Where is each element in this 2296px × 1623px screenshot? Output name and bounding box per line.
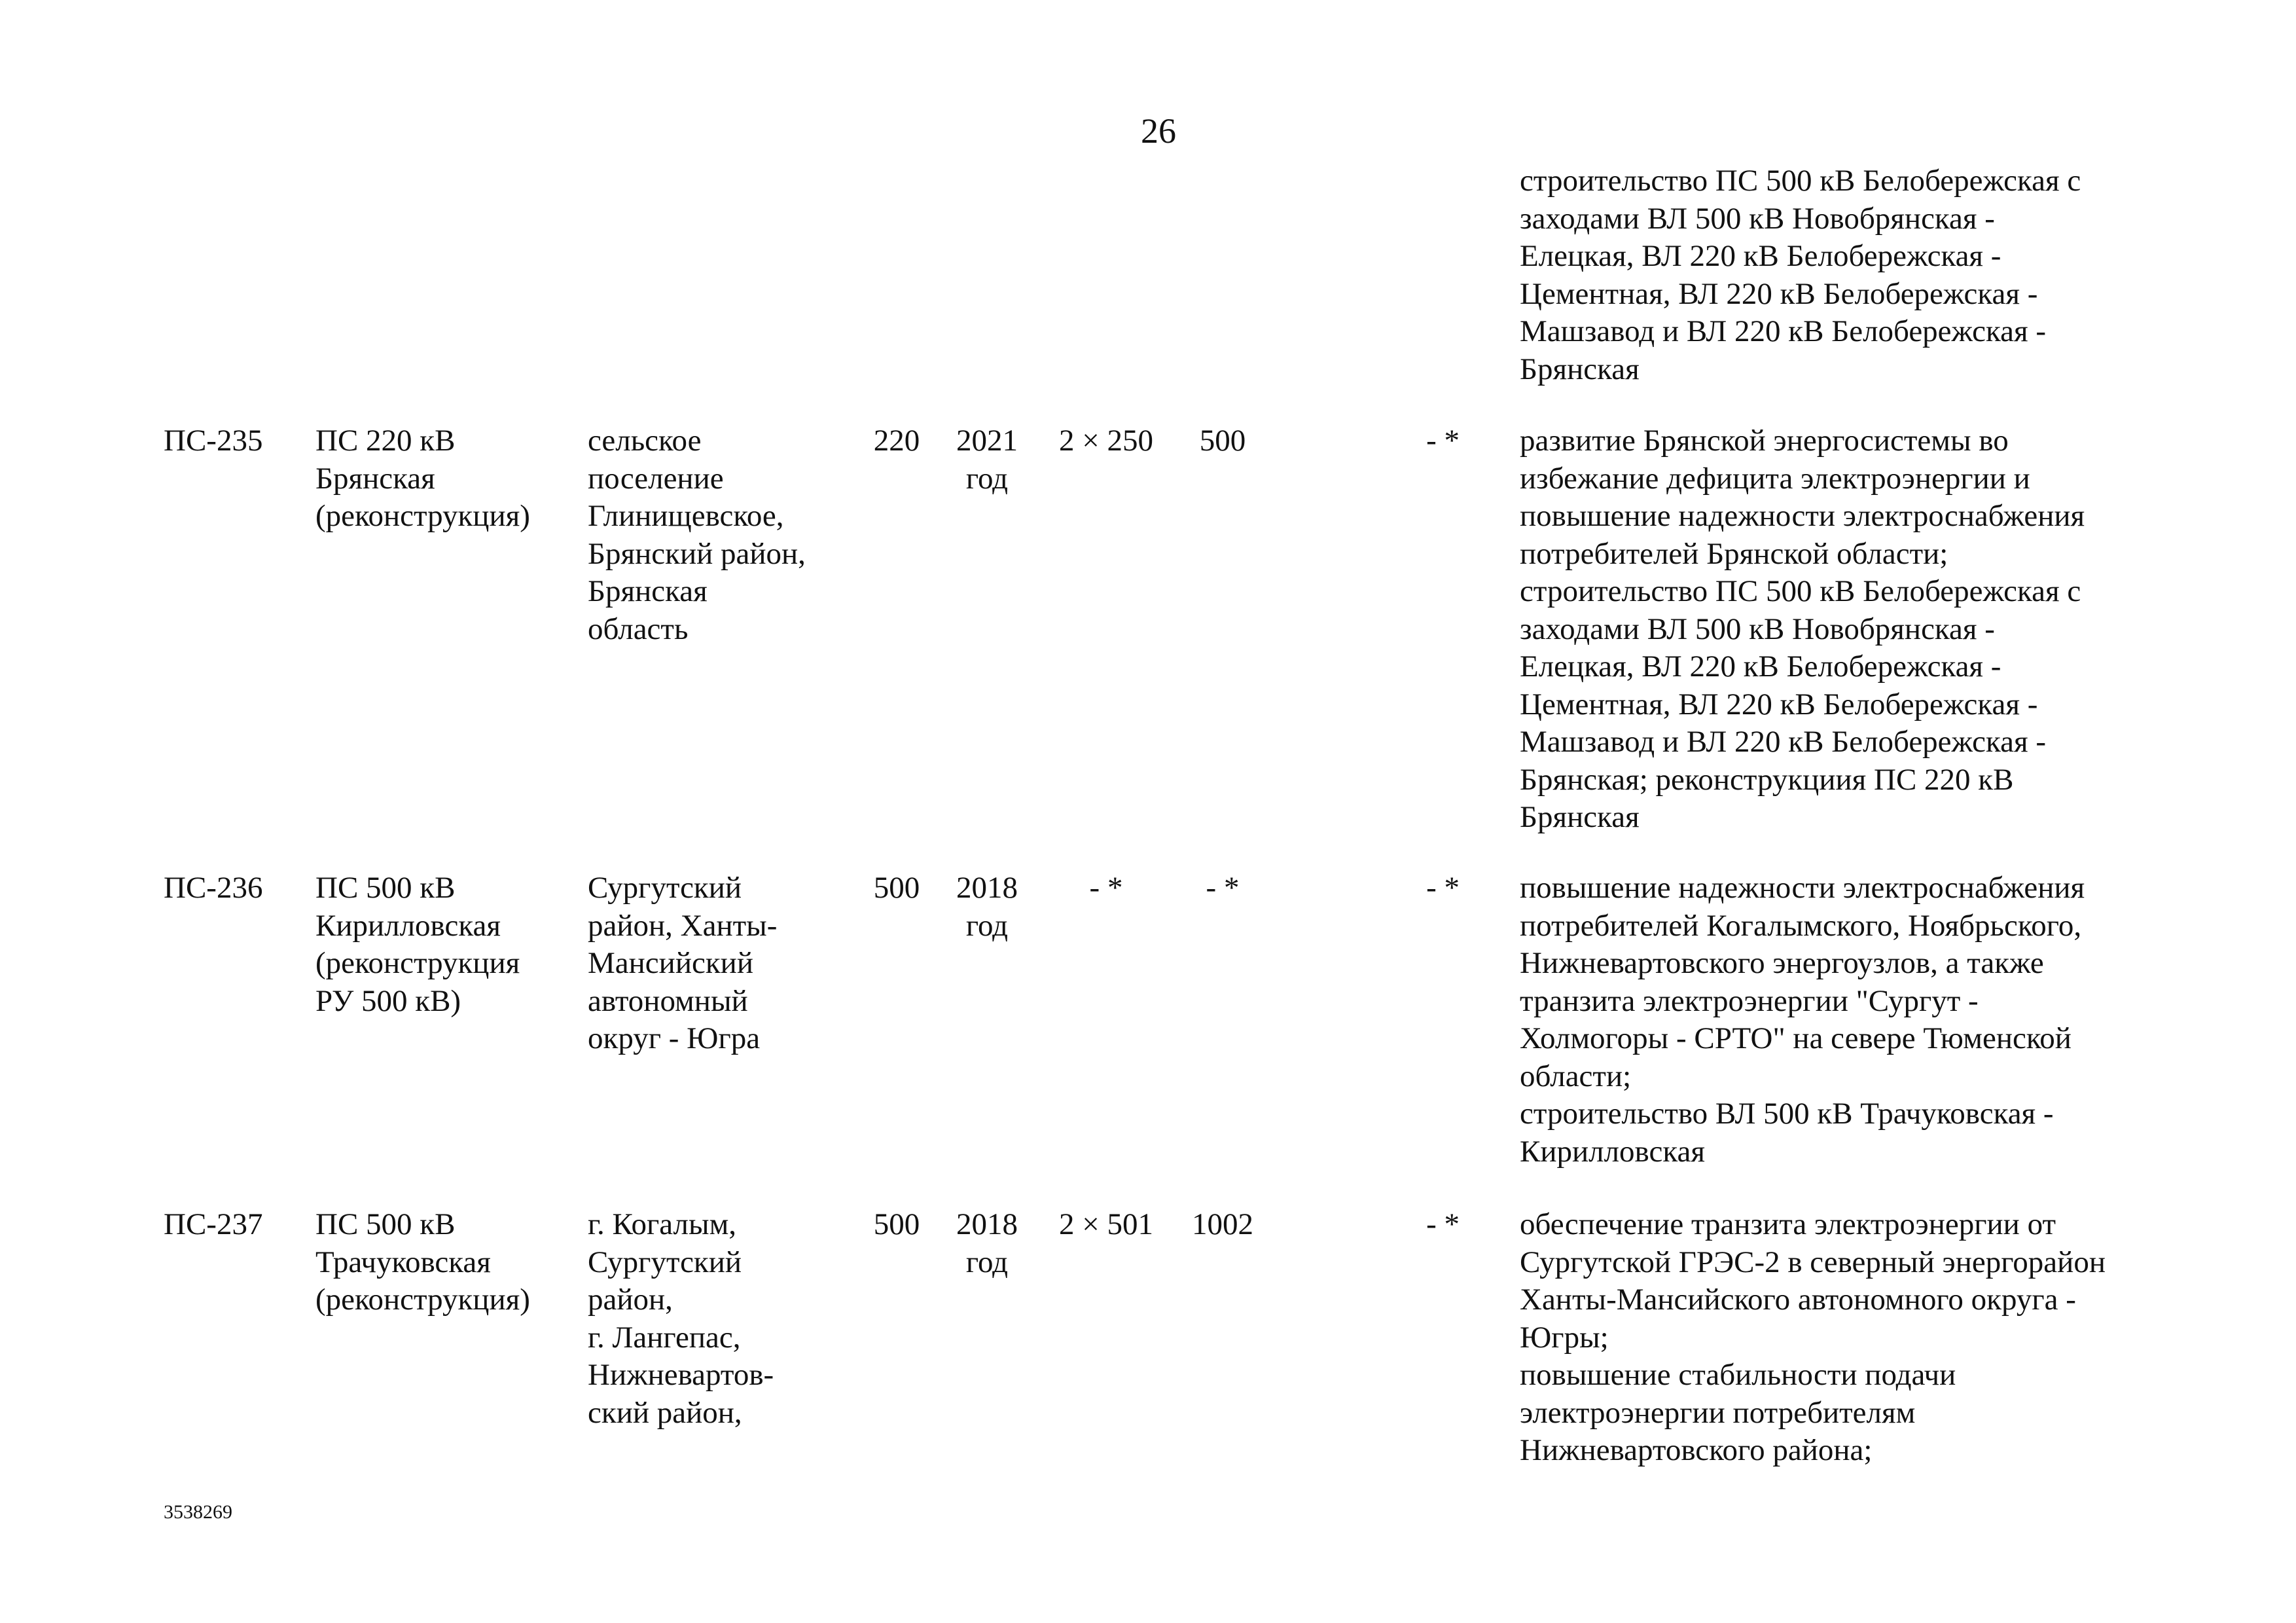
purpose-text-line: Елецкая, ВЛ 220 кВ Белобережская - (1520, 649, 2001, 684)
substation-location-line: Брянская (588, 574, 708, 608)
purpose-text-line: заходами ВЛ 500 кВ Новобрянская - (1520, 611, 1995, 646)
substation-name-line: Кирилловская (315, 908, 501, 943)
substation-location-line: округ - Югра (588, 1021, 761, 1055)
substation-name-line: РУ 500 кВ) (315, 983, 461, 1018)
substation-location-line: г. Лангепас, (588, 1320, 741, 1355)
transformer-config: 2 × 501 (1058, 1207, 1153, 1241)
text-line: Цементная, ВЛ 220 кВ Белобережская - (1520, 276, 2038, 311)
substation-location-line: район, Ханты- (588, 908, 778, 943)
purpose-text-line: повышение стабильности подачи (1520, 1358, 1956, 1392)
substation-name-line: ПС 220 кВ (315, 424, 456, 458)
text-line: заходами ВЛ 500 кВ Новобрянская - (1520, 201, 1995, 236)
commissioning-year-line: год (965, 461, 1009, 496)
purpose-text-line: строительство ПС 500 кВ Белобережская с (1520, 574, 2081, 608)
substation-location-line: Мансийский (588, 946, 753, 980)
substation-location-line: Глинищевское, (588, 499, 784, 533)
purpose-text-line: повышение надежности электроснабжения (1520, 499, 2085, 533)
substation-name (315, 869, 577, 1020)
substation-location (588, 869, 850, 1058)
commissioning-year-line: 2018 (956, 1207, 1018, 1241)
purpose-text-line: Сургутской ГРЭС-2 в северный энергорайон (1520, 1245, 2106, 1279)
substation-location (588, 422, 850, 648)
substation-name-line: ПС 500 кВ (315, 871, 456, 905)
purpose-text-line: транзита электроэнергии "Сургут - (1520, 983, 1979, 1018)
text-line: Машзавод и ВЛ 220 кВ Белобережская - (1520, 314, 2047, 348)
purpose-text-line: потребителей Когалымского, Ноябрьского, (1520, 908, 2082, 943)
purpose-text-line: потребителей Брянской области; (1520, 536, 1948, 571)
commissioning-year (941, 869, 1033, 945)
substation-location-line: Сургутский (588, 1245, 742, 1279)
purpose-text-line: Ханты-Мансийского автономного округа - (1520, 1283, 2076, 1317)
commissioning-year (941, 422, 1033, 498)
purpose-text-line: области; (1520, 1059, 1632, 1093)
purpose-text-line: Нижневартовского района; (1520, 1433, 1873, 1467)
text-line: строительство ПС 500 кВ Белобережская с (1520, 164, 2081, 198)
commissioning-year (941, 1206, 1033, 1281)
substation-name-line: (реконструкция) (315, 499, 530, 533)
power-value: 1002 (1192, 1207, 1253, 1241)
purpose-text-line: развитие Брянской энергосистемы во (1520, 424, 2009, 458)
purpose-text-line: Машзавод и ВЛ 220 кВ Белобережская - (1520, 725, 2047, 759)
purpose-text-line: Кирилловская (1520, 1134, 1705, 1169)
voltage-value: 220 (873, 424, 920, 458)
commissioning-year-line: 2021 (956, 424, 1018, 458)
purpose-text-line: Нижневартовского энергоузлов, а также (1520, 946, 2044, 980)
text-line: Брянская (1520, 352, 1640, 386)
substation-name-line: ПС 500 кВ (315, 1207, 456, 1241)
substation-name-line: (реконструкция (315, 946, 520, 980)
continued-purpose-text (1520, 162, 2174, 388)
purpose-text-line: Брянская; реконструкциия ПС 220 кВ (1520, 762, 2014, 797)
substation-name-line: (реконструкция) (315, 1283, 530, 1317)
transformer-config: - * (1089, 871, 1123, 905)
purpose-text-line: Югры; (1520, 1320, 1609, 1355)
substation-location-line: Брянский район, (588, 536, 806, 571)
power-value: - * (1206, 871, 1240, 905)
substation-location-line: Сургутский (588, 871, 742, 905)
substation-location-line: г. Когалым, (588, 1207, 737, 1241)
transformer-config: 2 × 250 (1058, 424, 1153, 458)
voltage-value: 500 (873, 1207, 920, 1241)
commissioning-year-line: год (965, 908, 1009, 943)
substation-name-line: Трачуковская (315, 1245, 491, 1279)
power-value: 500 (1199, 424, 1246, 458)
purpose-text-line: Брянская (1520, 800, 1640, 834)
substation-location-line: область (588, 611, 689, 646)
page-number: 26 (1141, 111, 1176, 151)
purpose-text-line: Холмогоры - СРТО" на севере Тюменской (1520, 1021, 2072, 1055)
purpose-text (1520, 869, 2187, 1171)
substation-id: ПС-237 (164, 1207, 263, 1241)
purpose-text-line: обеспечение транзита электроэнергии от (1520, 1207, 2056, 1241)
extra-value: - * (1426, 871, 1460, 905)
substation-location-line: поселение (588, 461, 724, 496)
substation-name (315, 422, 577, 536)
substation-location (588, 1206, 850, 1432)
substation-id: ПС-236 (164, 871, 263, 905)
substation-location-line: сельское (588, 424, 702, 458)
purpose-text (1520, 422, 2187, 837)
substation-name-line: Брянская (315, 461, 435, 496)
purpose-text (1520, 1206, 2187, 1470)
purpose-text-line: электроэнергии потребителям (1520, 1395, 1916, 1430)
text-line: Елецкая, ВЛ 220 кВ Белобережская - (1520, 239, 2001, 273)
substation-location-line: автономный (588, 983, 748, 1018)
extra-value: - * (1426, 424, 1460, 458)
document-code: 3538269 (164, 1501, 232, 1523)
purpose-text-line: Цементная, ВЛ 220 кВ Белобережская - (1520, 687, 2038, 721)
substation-location-line: ский район, (588, 1395, 742, 1430)
purpose-text-line: повышение надежности электроснабжения (1520, 871, 2085, 905)
substation-location-line: Нижневартов- (588, 1358, 774, 1392)
substation-name (315, 1206, 577, 1319)
voltage-value: 500 (873, 871, 920, 905)
purpose-text-line: избежание дефицита электроэнергии и (1520, 461, 2030, 496)
substation-id: ПС-235 (164, 424, 263, 458)
purpose-text-line: строительство ВЛ 500 кВ Трачуковская - (1520, 1097, 2054, 1131)
commissioning-year-line: 2018 (956, 871, 1018, 905)
extra-value: - * (1426, 1207, 1460, 1241)
commissioning-year-line: год (965, 1245, 1009, 1279)
substation-location-line: район, (588, 1283, 673, 1317)
